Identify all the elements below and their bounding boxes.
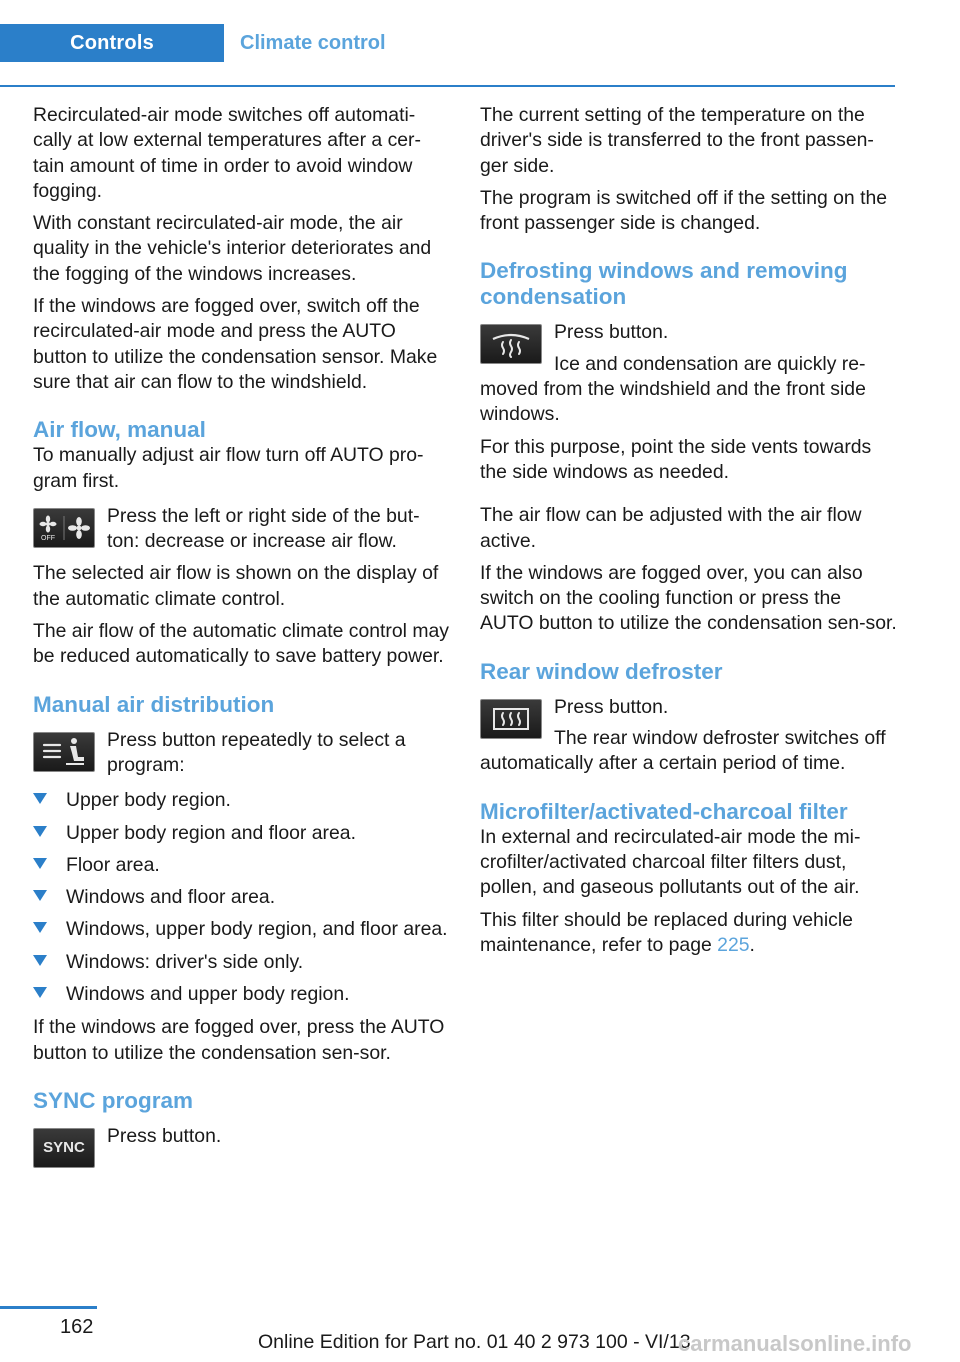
triangle-bullet-icon <box>33 922 47 933</box>
paragraph: The air flow can be adjusted with the air flow active. <box>480 504 862 552</box>
right-column <box>480 103 898 965</box>
header-tabs <box>0 24 895 62</box>
heading-defrosting-windows: Defrosting windows and removing condensation <box>480 258 848 310</box>
list-item: Upper body region. <box>33 788 451 813</box>
heading-air-flow-manual: Air flow, manual <box>33 417 206 443</box>
defrost-button-text: Press button. <box>554 321 669 344</box>
header-rule <box>0 85 895 87</box>
paragraph: To manually adjust air flow turn off AUTO pro-gram first. <box>33 444 424 492</box>
list-item: Floor area. <box>33 853 451 878</box>
defrost-description: Ice and condensation are quickly re-moved from the windshield and the front side windows. <box>480 352 866 426</box>
heading-manual-air-distribution: Manual air distribution <box>33 691 275 717</box>
rear-defrost-description: The rear window defroster switches off automatically after a certain period of time. <box>480 727 886 775</box>
sync-button-block <box>33 1124 451 1168</box>
paragraph: The selected air flow is shown on the display of the automatic climate control. <box>33 562 439 610</box>
paragraph: With constant recirculated-air mode, the air quality in the vehicle's interior deteriorates and the fogging of the windows increases. <box>33 212 432 285</box>
air-flow-button-text: Press the left or right side of the but-ton: decrease or increase air flow. <box>107 504 420 553</box>
paragraph: The air flow of the automatic climate control may be reduced automatically to save battery power. <box>33 620 449 668</box>
triangle-bullet-icon <box>33 987 47 998</box>
sync-button-icon <box>33 1128 95 1168</box>
windshield-defrost-icon <box>480 324 542 364</box>
paragraph: If the windows are fogged over, switch off the recirculated-air mode and press the AUTO button to utilize the condensation sensor. Make sure that air can flow to the windshield. <box>33 295 438 393</box>
fan-speed-button-icon <box>33 508 95 548</box>
paragraph: If the windows are fogged over, you can also switch on the cooling function or press the AUTO button to utilize the condensation sen-sor. <box>480 561 897 635</box>
rear-defrost-button-text: Press button. <box>554 695 669 718</box>
distribution-button-text: Press button repeatedly to select a program: <box>107 728 406 776</box>
paragraph: In external and recirculated-air mode the mi-crofilter/activated charcoal filter filters dust, pollen, and gaseous pollutants out of the air. <box>480 825 861 899</box>
paragraph: Recirculated-air mode switches off automati-cally at low external temperatures after a cer-tain amount of time in order to avoid window fogging. <box>33 104 421 202</box>
heading-rear-window-defroster: Rear window defroster <box>480 658 723 684</box>
page-reference-link[interactable]: 225 <box>717 933 750 956</box>
edition-line: Online Edition for Part no. 01 40 2 973 100 - VI/13 <box>258 1331 691 1353</box>
air-flow-button-block <box>33 504 451 555</box>
list-item: Windows, upper body region, and floor area. <box>33 917 451 942</box>
fan-off-label: OFF <box>41 534 55 542</box>
watermark: carmanualsonline.info <box>678 1331 912 1356</box>
paragraph: This filter should be replaced during vehicle maintenance, refer to page 225. <box>480 908 853 956</box>
paragraph: The current setting of the temperature on the driver's side is transferred to the front passen-ger side. <box>480 104 874 177</box>
paragraph: The program is switched off if the setting on the front passenger side is changed. <box>480 186 888 235</box>
rear-window-defrost-icon <box>480 699 542 739</box>
list-item: Windows: driver's side only. <box>33 950 451 975</box>
triangle-bullet-icon <box>33 858 47 869</box>
heading-sync-program: SYNC program <box>33 1087 194 1113</box>
distribution-button-block <box>33 728 451 779</box>
triangle-bullet-icon <box>33 793 47 804</box>
triangle-bullet-icon <box>33 890 47 901</box>
heading-microfilter: Microfilter/activated-charcoal filter <box>480 798 848 824</box>
triangle-bullet-icon <box>33 826 47 837</box>
tab-controls[interactable]: Controls <box>0 24 224 62</box>
left-column <box>33 103 451 1175</box>
page-number: 162 <box>60 1316 94 1338</box>
sync-icon-label: SYNC <box>43 1139 85 1157</box>
air-distribution-button-icon <box>33 732 95 772</box>
list-item: Windows and upper body region. <box>33 982 451 1007</box>
paragraph: For this purpose, point the side vents towards the side windows as needed. <box>480 435 872 483</box>
tab-climate-control[interactable]: Climate control <box>224 24 895 62</box>
program-list <box>33 788 451 1007</box>
sync-button-text: Press button. <box>107 1124 222 1147</box>
rear-defrost-button-block <box>480 695 898 777</box>
triangle-bullet-icon <box>33 955 47 966</box>
list-item: Windows and floor area. <box>33 885 451 910</box>
footer-rule <box>0 1306 97 1309</box>
list-item: Upper body region and floor area. <box>33 821 451 846</box>
defrost-button-block <box>480 320 898 427</box>
paragraph: If the windows are fogged over, press the AUTO button to utilize the condensation sen-sor. <box>33 1016 445 1064</box>
